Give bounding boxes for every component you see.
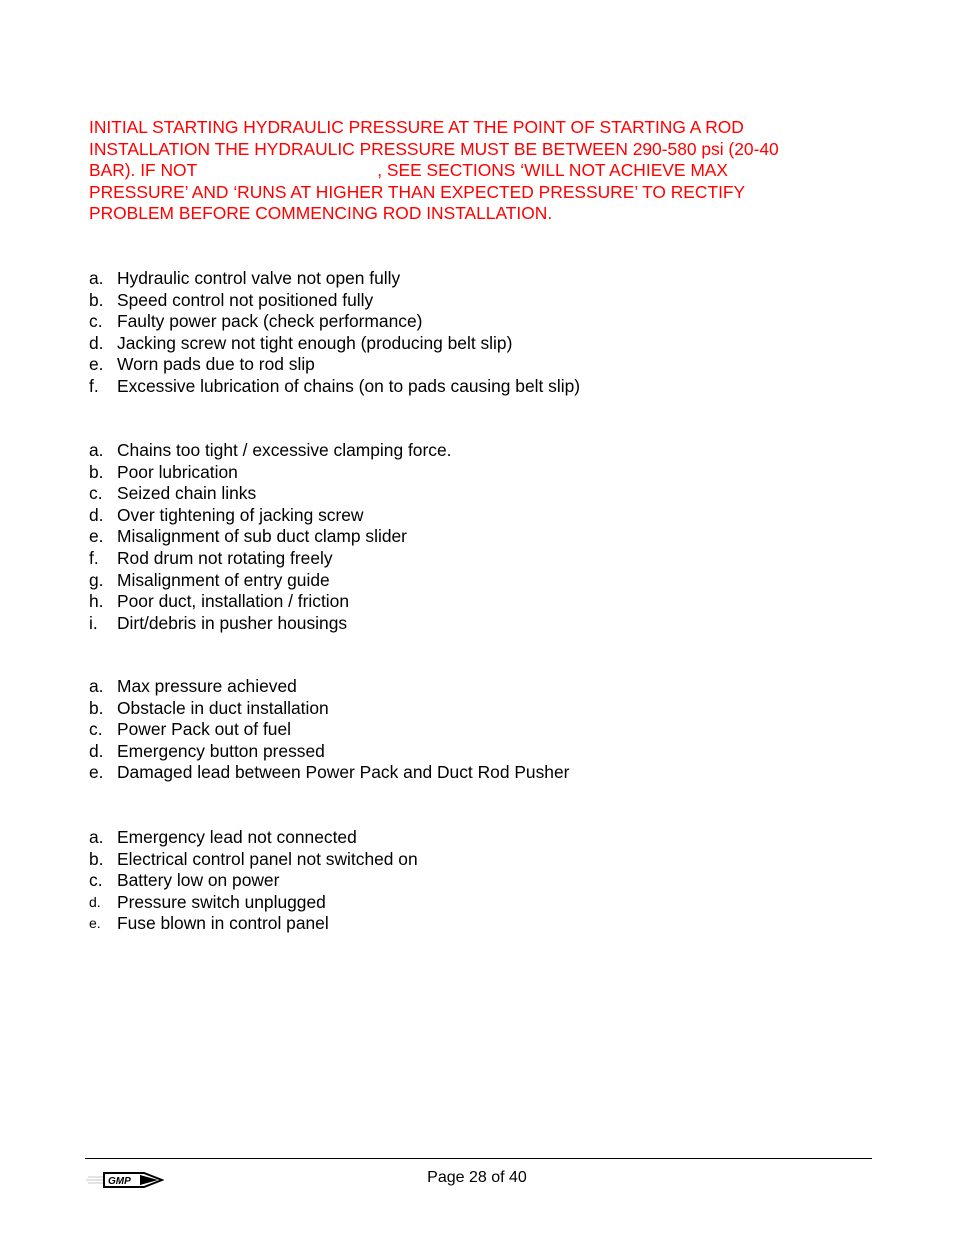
list-item-text: Seized chain links <box>117 483 257 504</box>
cause-list-4 <box>89 827 418 935</box>
list-item-text: Speed control not positioned fully <box>117 289 374 310</box>
list-item <box>89 376 580 398</box>
list-marker: a. <box>89 827 104 847</box>
list-item <box>89 290 580 312</box>
list-item-text: Faulty power pack (check performance) <box>117 311 423 332</box>
list-marker: a. <box>89 268 104 288</box>
list-marker: e. <box>89 354 104 375</box>
cause-list-1 <box>89 268 580 398</box>
list-item <box>89 613 451 635</box>
warning-line-5: PROBLEM BEFORE COMMENCING ROD INSTALLATION. <box>89 203 553 224</box>
list-marker: c. <box>89 719 103 740</box>
list-item-text: Max pressure achieved <box>117 676 297 696</box>
pressure-warning <box>89 117 849 225</box>
list-item <box>89 849 418 871</box>
list-item <box>89 462 451 484</box>
gmp-logo <box>86 1168 164 1192</box>
list-item-text: Jacking screw not tight enough (producing belt slip) <box>117 332 513 353</box>
warning-line-2: INSTALLATION THE HYDRAULIC PRESSURE MUST BE BETWEEN 290-580 psi (20-40 <box>89 138 779 159</box>
list-marker: h. <box>89 591 104 612</box>
warning-line-4: PRESSURE’ AND ‘RUNS AT HIGHER THAN EXPECTED PRESSURE’ TO RECTIFY <box>89 181 746 202</box>
warning-line-1: INITIAL STARTING HYDRAULIC PRESSURE AT THE POINT OF STARTING A ROD <box>89 117 744 137</box>
cause-list-3 <box>89 676 569 784</box>
list-item-text: Obstacle in duct installation <box>117 697 329 718</box>
list-item-text: Electrical control panel not switched on <box>117 848 418 869</box>
list-item-text: Damaged lead between Power Pack and Duct Rod Pusher <box>117 762 570 783</box>
list-item <box>89 268 580 290</box>
list-marker: c. <box>89 483 103 504</box>
list-item-text: Chains too tight / excessive clamping force. <box>117 440 452 460</box>
list-item-text: Hydraulic control valve not open fully <box>117 268 401 288</box>
list-item-text: Misalignment of sub duct clamp slider <box>117 526 407 547</box>
list-item-text: Worn pads due to rod slip <box>117 354 315 375</box>
list-marker: c. <box>89 311 103 332</box>
list-item-text: Emergency lead not connected <box>117 827 357 847</box>
list-item-text: Rod drum not rotating freely <box>117 547 333 568</box>
list-marker: f. <box>89 375 99 396</box>
list-marker: e. <box>89 915 101 932</box>
list-item <box>89 741 569 763</box>
list-marker: e. <box>89 762 104 783</box>
list-item-text: Dirt/debris in pusher housings <box>117 612 348 633</box>
list-item <box>89 719 569 741</box>
list-item <box>89 762 569 784</box>
list-item <box>89 548 451 570</box>
list-item <box>89 483 451 505</box>
list-marker: i. <box>89 612 98 633</box>
list-item-text: Poor lubrication <box>117 461 238 482</box>
list-item <box>89 676 569 698</box>
warning-line-3-end: , SEE SECTIONS ‘WILL NOT ACHIEVE MAX <box>377 160 729 181</box>
list-item-text: Poor duct, installation / friction <box>117 591 349 612</box>
footer-divider <box>85 1158 872 1159</box>
list-marker: b. <box>89 461 104 482</box>
list-item-text: Over tightening of jacking screw <box>117 504 364 525</box>
list-marker: c. <box>89 870 103 891</box>
list-item <box>89 827 418 849</box>
list-item <box>89 698 569 720</box>
logo-text: GMP <box>108 1176 131 1187</box>
list-marker: g. <box>89 569 104 590</box>
list-item <box>89 892 418 914</box>
list-item-text: Fuse blown in control panel <box>117 913 329 934</box>
list-marker: e. <box>89 526 104 547</box>
warning-line-3 <box>89 160 849 182</box>
list-marker: d. <box>89 893 101 910</box>
list-item <box>89 870 418 892</box>
list-marker: a. <box>89 676 104 696</box>
list-item <box>89 913 418 935</box>
list-item <box>89 354 580 376</box>
cause-list-2 <box>89 440 451 634</box>
list-item-text: Emergency button pressed <box>117 740 325 761</box>
list-marker: b. <box>89 697 104 718</box>
list-item-text: Battery low on power <box>117 870 280 891</box>
warning-line-3-start: BAR). IF NOT <box>89 160 198 181</box>
list-marker: f. <box>89 547 99 568</box>
list-item-text: Pressure switch unplugged <box>117 891 326 912</box>
list-item-text: Excessive lubrication of chains (on to pads causing belt slip) <box>117 375 581 396</box>
list-item-text: Power Pack out of fuel <box>117 719 291 740</box>
list-marker: b. <box>89 848 104 869</box>
list-marker: d. <box>89 740 104 761</box>
list-marker: d. <box>89 332 104 353</box>
list-item <box>89 440 451 462</box>
list-item <box>89 311 580 333</box>
list-item <box>89 570 451 592</box>
list-item <box>89 526 451 548</box>
list-marker: a. <box>89 440 104 460</box>
page-number: Page 28 of 40 <box>427 1169 527 1186</box>
list-marker: d. <box>89 504 104 525</box>
list-item <box>89 591 451 613</box>
list-item <box>89 505 451 527</box>
list-item-text: Misalignment of entry guide <box>117 569 330 590</box>
list-marker: b. <box>89 289 104 310</box>
list-item <box>89 333 580 355</box>
